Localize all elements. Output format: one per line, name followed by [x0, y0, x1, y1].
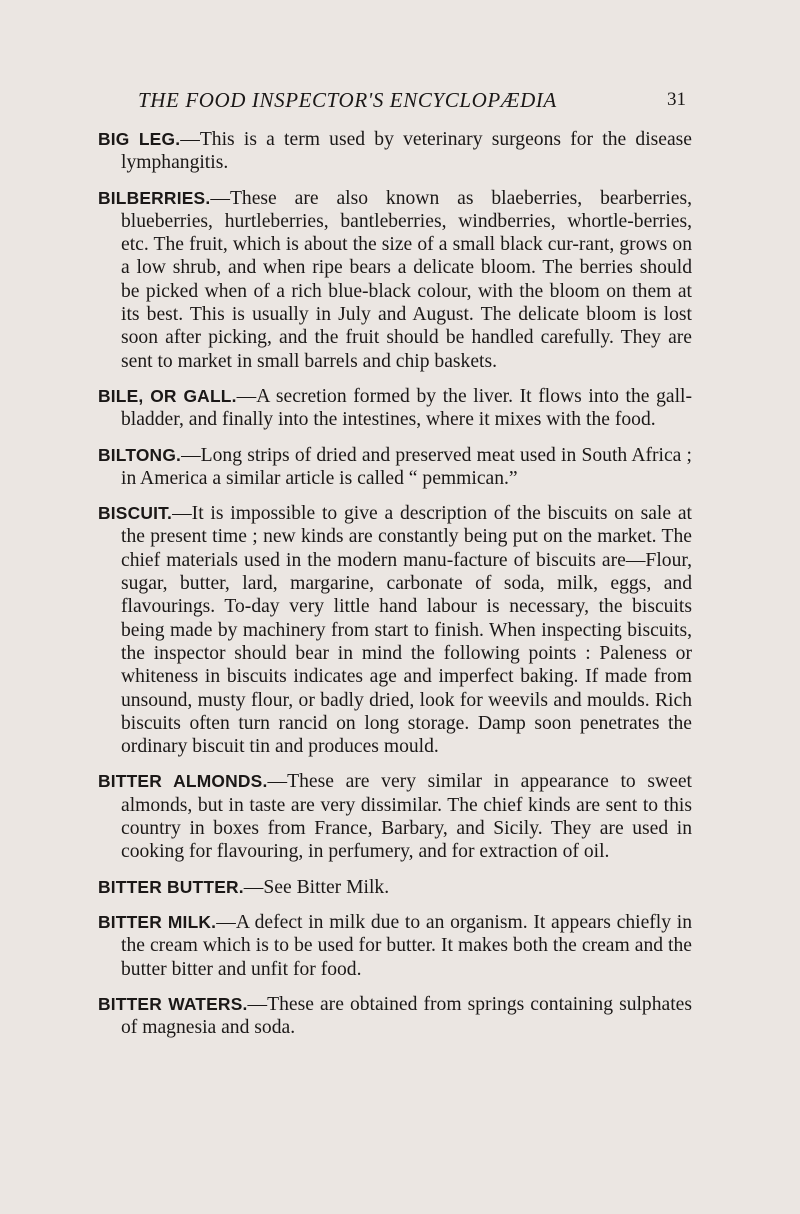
running-title: THE FOOD INSPECTOR'S ENCYCLOPÆDIA: [138, 88, 557, 112]
entry-term: BILBERRIES.: [98, 187, 211, 208]
entry-term: BITTER BUTTER.: [98, 876, 244, 897]
entry-bitter-butter: [98, 876, 692, 899]
entry-term: BILE, OR GALL.: [98, 385, 237, 406]
entry-text: —These are obtained from springs containing sulphates of magnesia and soda.: [121, 993, 692, 1039]
entry-text: —See Bitter Milk.: [243, 876, 390, 898]
running-head: [96, 88, 694, 114]
page-number: 31: [667, 89, 686, 110]
entry-bitter-almonds: [98, 770, 692, 863]
entry-biscuit: [98, 502, 692, 758]
entry-bitter-waters: [98, 993, 692, 1040]
entry-biltong: [98, 444, 692, 491]
entry-term: BIG LEG.: [98, 129, 181, 149]
entry-text: —Long strips of dried and preserved meat used in South Africa ; in America a similar article is called “ pemmican.”: [121, 444, 692, 489]
entry-text: —This is a term used by veterinary surgeons for the disease lymphangitis.: [121, 129, 692, 174]
entry-bilberries: [98, 187, 692, 373]
entry-text: —These are also known as blaeberries, bearberries, blueberries, hurtleberries, bantleberries, windberries, whortle-berries, etc. The fruit, which is about the size of a small black cur-rant, grows on a low shrub, and when ripe bears a delicate bloom. The berries should be picked when of a rich blue-black colour, with the bloom on them at its best. This is usually in July and August. The delicate bloom is lost soon after picking, and the fruit should be handled carefully. They are sent to market in small barrels and chip baskets.: [121, 187, 692, 372]
entry-term: BILTONG.: [98, 444, 182, 465]
entry-text: —A secretion formed by the liver. It flows into the gall-bladder, and finally into the intestines, where it mixes with the food.: [121, 385, 692, 431]
entry-text: —These are very similar in appearance to sweet almonds, but in taste are very dissimilar. The chief kinds are sent to this country in boxes from France, Barbary, and Sicily. They are used in cooking for flavouring, in perfumery, and for extraction of oil.: [121, 771, 692, 863]
entry-term: BITTER MILK.: [98, 911, 217, 932]
entry-term: BISCUIT.: [98, 503, 173, 524]
entry-big-leg: [98, 128, 692, 175]
entry-bitter-milk: [98, 911, 692, 981]
entry-text: —A defect in milk due to an organism. It appears chiefly in the cream which is to be used for butter. It makes both the cream and the butter bitter and unfit for food.: [121, 911, 693, 980]
entry-term: BITTER ALMONDS.: [98, 771, 268, 792]
encyclopedia-entries: [98, 128, 692, 1051]
entry-term: BITTER WATERS.: [98, 993, 248, 1014]
entry-bile-or-gall: [98, 385, 692, 432]
entry-text: —It is impossible to give a description of the biscuits on sale at the present time ; new kinds are constantly being put on the market. The chief materials used in the modern manu-facture of biscuits are—Flour, sugar, butter, lard, margarine, carbonate of soda, milk, eggs, and flavourings. To-day very little hand labour is necessary, the biscuits being made by machinery from start to finish. When inspecting biscuits, the inspector should bear in mind the following points : Paleness or whiteness in biscuits indicates age and imperfect baking. If made from unsound, musty flour, or badly dried, look for weevils and moulds. Rich biscuits often turn rancid on long storage. Damp soon penetrates the ordinary biscuit tin and produces mould.: [121, 503, 692, 758]
